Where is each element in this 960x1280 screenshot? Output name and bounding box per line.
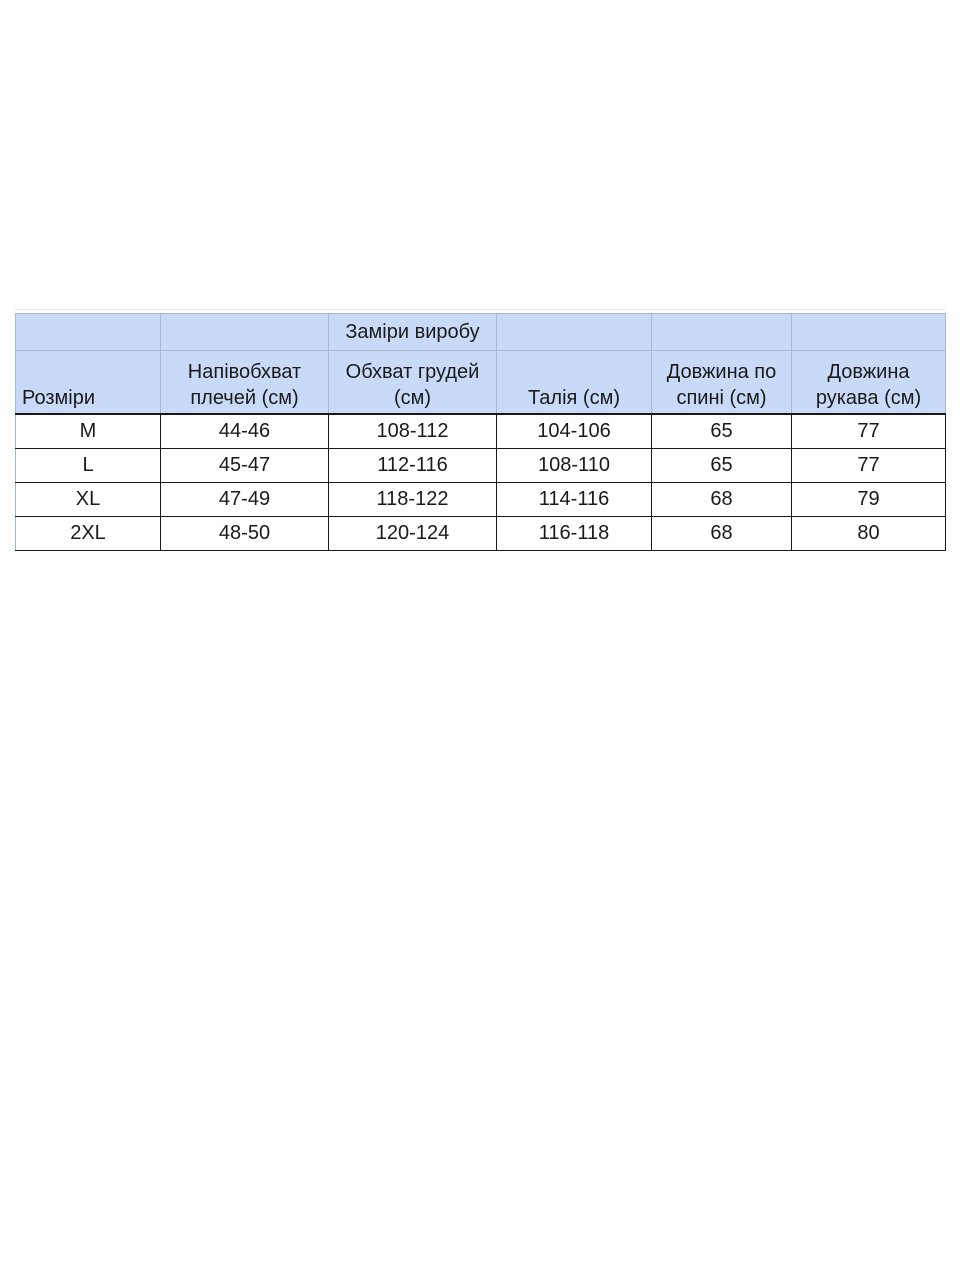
title-cell-empty[interactable]	[161, 314, 329, 351]
shoulder-cell[interactable]: 44-46	[161, 414, 329, 449]
back-length-cell[interactable]: 68	[652, 483, 792, 517]
title-cell-empty[interactable]	[16, 314, 161, 351]
sleeve-length-cell[interactable]: 77	[792, 449, 946, 483]
shoulder-cell[interactable]: 48-50	[161, 517, 329, 551]
size-cell[interactable]: L	[16, 449, 161, 483]
title-cell-empty[interactable]	[652, 314, 792, 351]
header-sizes[interactable]: Розміри	[16, 351, 161, 415]
back-length-cell[interactable]: 65	[652, 414, 792, 449]
size-table	[15, 313, 946, 551]
sleeve-length-cell[interactable]: 79	[792, 483, 946, 517]
header-chest-girth[interactable]: Обхват грудей (см)	[329, 351, 497, 415]
size-cell[interactable]: XL	[16, 483, 161, 517]
table-row	[16, 414, 946, 449]
back-length-cell[interactable]: 68	[652, 517, 792, 551]
table-title-row	[16, 314, 946, 351]
header-shoulder-half-girth[interactable]: Напівобхват плечей (см)	[161, 351, 329, 415]
header-back-length[interactable]: Довжина по спині (см)	[652, 351, 792, 415]
shoulder-cell[interactable]: 45-47	[161, 449, 329, 483]
back-length-cell[interactable]: 65	[652, 449, 792, 483]
size-chart	[15, 313, 945, 551]
size-cell[interactable]: 2XL	[16, 517, 161, 551]
table-header-row	[16, 351, 946, 415]
chest-cell[interactable]: 120-124	[329, 517, 497, 551]
header-waist[interactable]: Талія (см)	[497, 351, 652, 415]
chest-cell[interactable]: 108-112	[329, 414, 497, 449]
sheet-gridline	[15, 309, 945, 310]
size-cell[interactable]: M	[16, 414, 161, 449]
title-cell-empty[interactable]	[497, 314, 652, 351]
table-row	[16, 483, 946, 517]
sleeve-length-cell[interactable]: 80	[792, 517, 946, 551]
waist-cell[interactable]: 116-118	[497, 517, 652, 551]
sleeve-length-cell[interactable]: 77	[792, 414, 946, 449]
table-row	[16, 517, 946, 551]
waist-cell[interactable]: 104-106	[497, 414, 652, 449]
header-sleeve-length[interactable]: Довжина рукава (см)	[792, 351, 946, 415]
chest-cell[interactable]: 112-116	[329, 449, 497, 483]
table-title[interactable]: Заміри виробу	[329, 314, 497, 351]
chest-cell[interactable]: 118-122	[329, 483, 497, 517]
title-cell-empty[interactable]	[792, 314, 946, 351]
waist-cell[interactable]: 108-110	[497, 449, 652, 483]
shoulder-cell[interactable]: 47-49	[161, 483, 329, 517]
waist-cell[interactable]: 114-116	[497, 483, 652, 517]
table-row	[16, 449, 946, 483]
